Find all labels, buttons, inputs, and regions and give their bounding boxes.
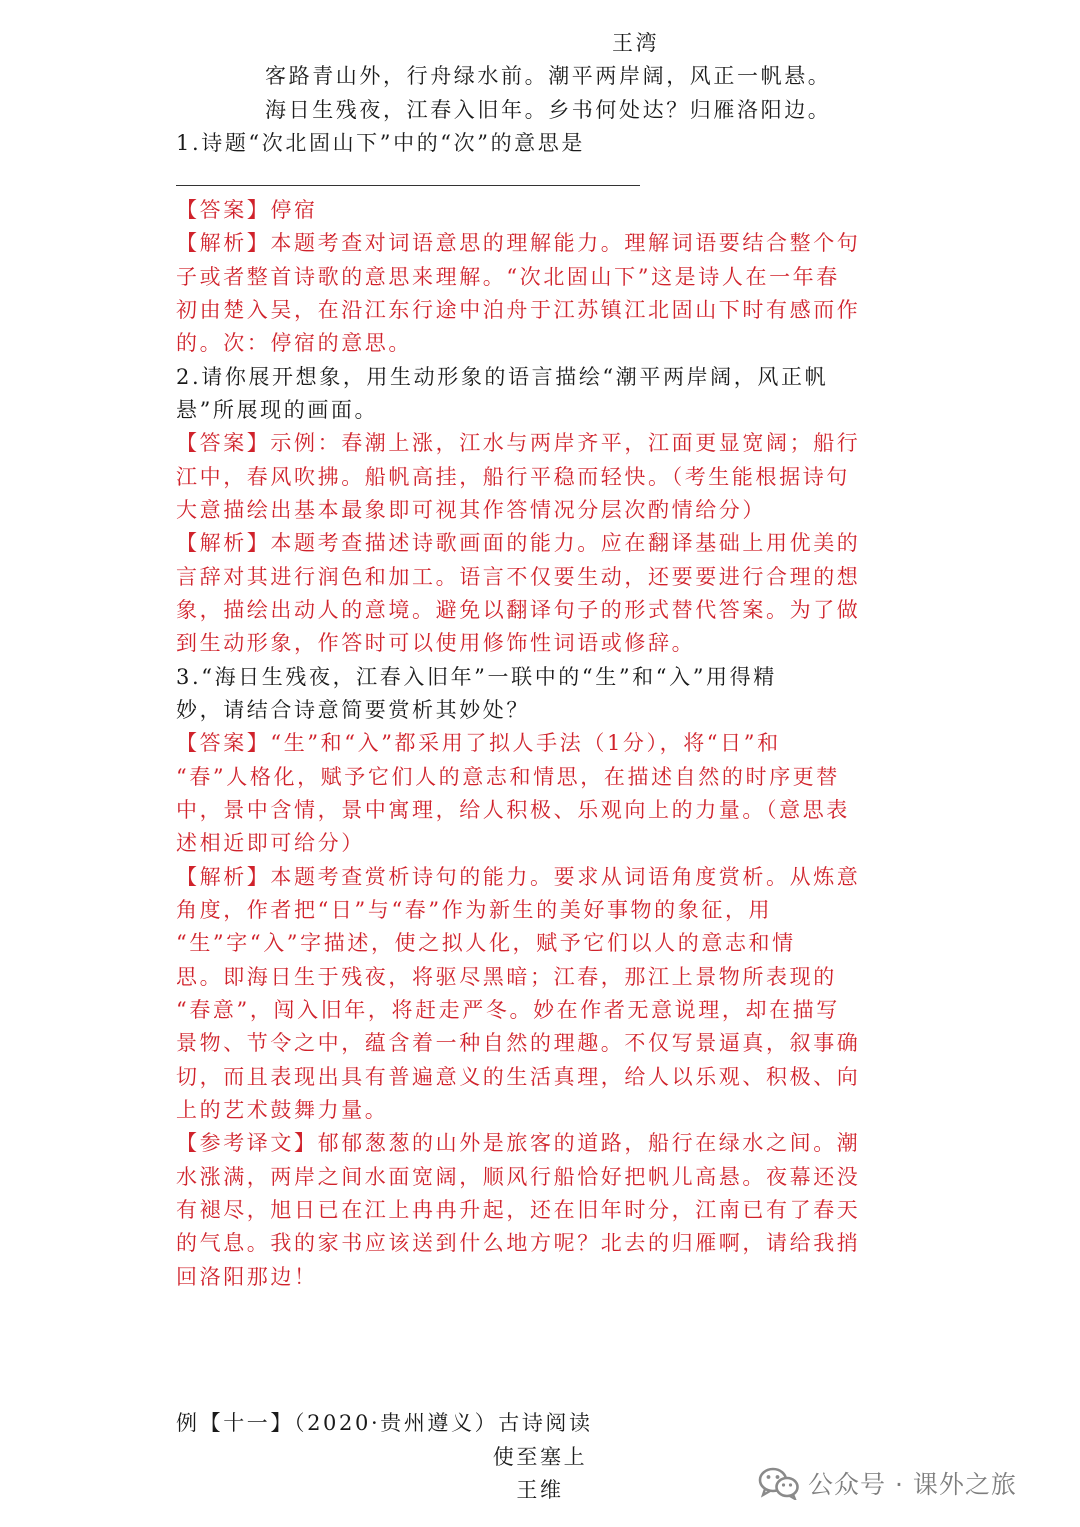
analysis-1-line: 【解析】本题考查对词语意思的理解能力。理解词语要结合整个句 [176,231,861,255]
analysis-1-line: 子或者整首诗歌的意思来理解。“次北固山下”这是诗人在一年春 [176,265,840,289]
analysis-3-line: 切，而且表现出具有普遍意义的生活真理，给人以乐观、积极、向 [176,1065,861,1089]
analysis-3-line: 思。即海日生于残夜，将驱尽黑暗；江春，那江上景物所表现的 [176,965,837,989]
analysis-3-line: 【解析】本题考查赏析诗句的能力。要求从词语角度赏析。从炼意 [176,865,861,889]
translation-line: 的气息。我的家书应该送到什么地方呢？北去的归雁啊，请给我捎 [176,1231,861,1255]
question-2-line: 2.请你展开想象，用生动形象的语言描绘“潮平两岸阔，风正帆 [176,365,829,389]
example-poem-author: 王维 [516,1478,564,1502]
question-2-line: 悬”所展现的画面。 [176,398,379,422]
answer-2-line: 江中，春风吹拂。船帆高挂，船行平稳而轻快。（考生能根据诗句 [176,465,850,489]
translation-line: 有褪尽，旭日已在江上冉冉升起，还在旧年时分，江南已有了春天 [176,1198,861,1222]
analysis-3-line: 角度，作者把“日”与“春”作为新生的美好事物的象征，用 [176,898,773,922]
example-heading: 例【十一】（2020·贵州遵义）古诗阅读 [176,1411,593,1435]
poem-author: 王湾 [612,31,660,55]
analysis-2-line: 到生动形象，作答时可以使用修饰性词语或修辞。 [176,631,696,655]
analysis-3-line: 上的艺术鼓舞力量。 [176,1098,389,1122]
translation-line: 水涨满，两岸之间水面宽阔，顺风行船恰好把帆儿高悬。夜幕还没 [176,1165,861,1189]
answer-2-line: 【答案】示例：春潮上涨，江水与两岸齐平，江面更显宽阔；船行 [176,431,861,455]
analysis-3-line: “生”字“入”字描述，使之拟人化，赋予它们以人的意志和情 [176,931,796,955]
poem-line: 海日生残夜，江春入旧年。乡书何处达？归雁洛阳边。 [265,98,832,122]
answer-2-line: 大意描绘出基本最象即可视其作答情况分层次酌情给分） [176,498,766,522]
answer-3-line: “春”人格化，赋予它们人的意志和情思，在描述自然的时序更替 [176,765,840,789]
question-1: 1.诗题“次北固山下”中的“次”的意思是 [176,131,585,155]
watermark-text: 公众号 · 课外之旅 [808,1470,1017,1499]
analysis-3-line: 景物、节令之中，蕴含着一种自然的理趣。不仅写景逼真，叙事确 [176,1031,861,1055]
wechat-icon [758,1466,800,1500]
analysis-2-line: 言辞对其进行润色和加工。语言不仅要生动，还要要进行合理的想 [176,565,861,589]
analysis-1-line: 初由楚入吴，在沿江东行途中泊舟于江苏镇江北固山下时有感而作 [176,298,861,322]
answer-3-line: 述相近即可给分） [176,831,365,855]
answer-3-line: 中，景中含情，景中寓理，给人积极、乐观向上的力量。（意思表 [176,798,850,822]
poem-line: 客路青山外，行舟绿水前。潮平两岸阔，风正一帆悬。 [265,64,832,88]
question-3-line: 妙，请结合诗意简要赏析其妙处？ [176,698,530,722]
example-poem-title: 使至塞上 [492,1445,588,1469]
answer-1: 【答案】停宿 [176,198,318,222]
analysis-2-line: 【解析】本题考查描述诗歌画面的能力。应在翻译基础上用优美的 [176,531,861,555]
translation-line: 回洛阳那边！ [176,1265,318,1289]
analysis-1-line: 的。次：停宿的意思。 [176,331,412,355]
analysis-3-line: “春意”，闯入旧年，将赶走严冬。妙在作者无意说理，却在描写 [176,998,840,1022]
analysis-2-line: 象，描绘出动人的意境。避免以翻译句子的形式替代答案。为了做 [176,598,861,622]
question-3-line: 3.“海日生残夜，江春入旧年”一联中的“生”和“入”用得精 [176,665,777,689]
answer-blank-line [176,185,640,186]
answer-3-line: 【答案】“生”和“入”都采用了拟人手法（1分），将“日”和 [176,731,781,755]
watermark [758,1463,1017,1503]
translation-line: 【参考译文】郁郁葱葱的山外是旅客的道路，船行在绿水之间。潮 [176,1131,861,1155]
